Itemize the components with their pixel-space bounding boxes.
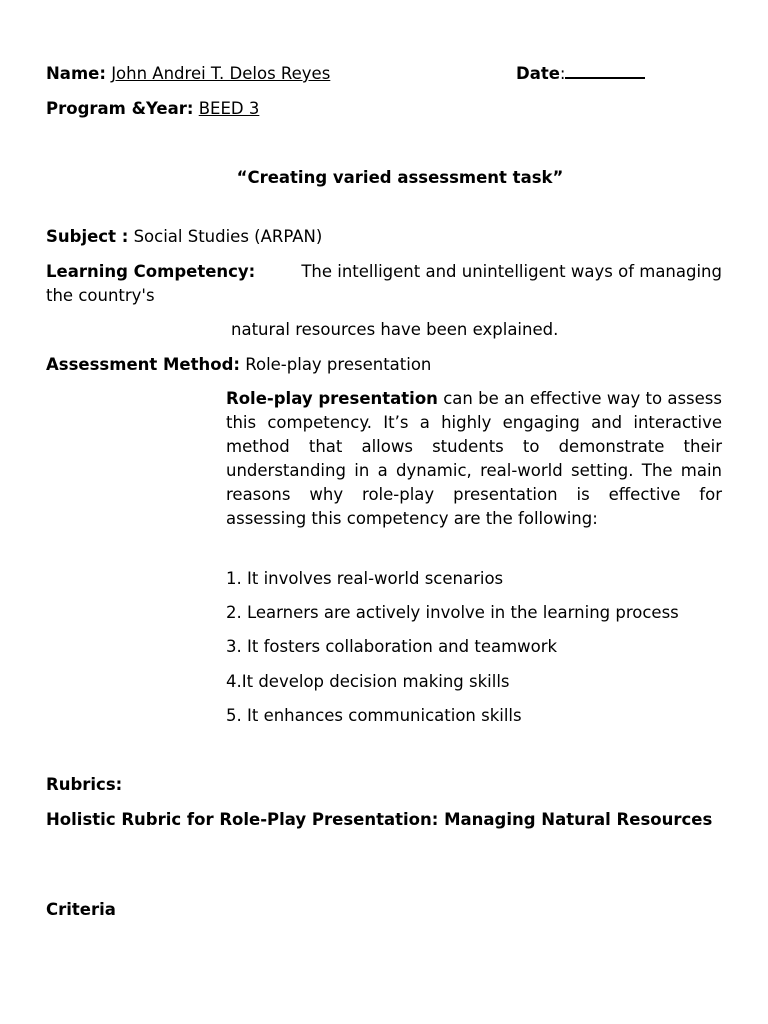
assessment-paragraph (226, 387, 722, 531)
competency-value-line1: The intelligent and unintelligent ways of managing (301, 262, 722, 281)
competency-label: Learning Competency: (46, 262, 256, 281)
reason-item: 4.It develop decision making skills (226, 672, 510, 691)
rubrics-heading: Rubrics: (46, 775, 123, 794)
reason-item: 2. Learners are actively involve in the learning process (226, 603, 679, 622)
competency-row (46, 260, 722, 284)
program-label: Program &Year: (46, 99, 194, 118)
competency-value-line2: the country's (46, 286, 155, 305)
paragraph-body: can be an effective way to assess this competency. It’s a highly engaging and interactive method that allows students to demonstrate their understanding in a dynamic, real-world setting. The main reasons why role-play presentation is effective for assessing this competency are the following: (226, 389, 723, 528)
assessment-value: Role-play presentation (245, 355, 432, 374)
date-colon: : (559, 64, 566, 83)
date-row (516, 62, 645, 86)
criteria-heading: Criteria (46, 900, 116, 919)
document-title: “Creating varied assessment task” (236, 168, 564, 187)
subject-value: Social Studies (ARPAN) (133, 227, 323, 246)
name-value: John Andrei T. Delos Reyes (111, 64, 331, 83)
reason-item: 1. It involves real-world scenarios (226, 569, 504, 588)
name-label: Name: (46, 64, 106, 83)
reason-item: 3. It fosters collaboration and teamwork (226, 637, 558, 656)
date-blank (565, 63, 645, 79)
name-row (46, 62, 330, 86)
competency-value-line3: natural resources have been explained. (231, 320, 559, 339)
subject-label: Subject : (46, 227, 129, 246)
assessment-row (46, 353, 431, 377)
program-row (46, 97, 259, 121)
date-label: Date (516, 64, 560, 83)
paragraph-lead: Role-play presentation (226, 389, 438, 408)
rubric-title: Holistic Rubric for Role-Play Presentation: Managing Natural Resources (46, 810, 713, 829)
assessment-label: Assessment Method: (46, 355, 240, 374)
program-value: BEED 3 (198, 99, 260, 118)
reason-item: 5. It enhances communication skills (226, 706, 522, 725)
subject-row (46, 225, 322, 249)
